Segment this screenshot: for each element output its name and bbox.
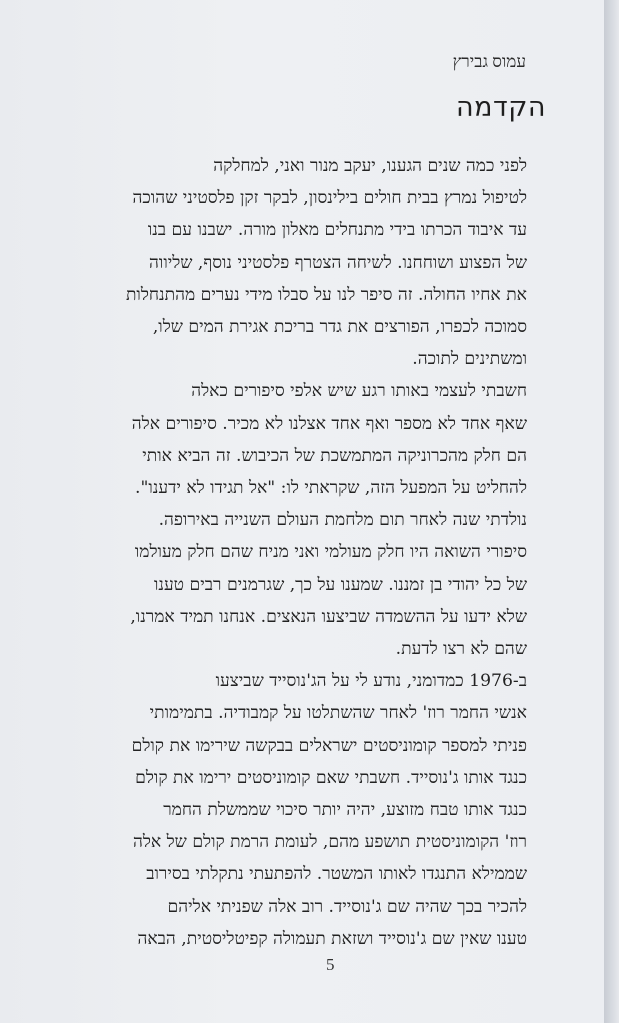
text-line: לפני כמה שנים הגענו, יעקב מנור ואני, למחלקה xyxy=(213,156,527,176)
page-number: 5 xyxy=(326,955,335,974)
text-line: רוז' הקומוניסטית תושפע מהם, לעומת הרמת קולם של אלה xyxy=(132,832,527,853)
text-line: ומשתינים לתוכה. xyxy=(412,349,527,370)
text-line: שממילא התנגדו לאותו המשטר. להפתעתי נתקלתי בסירוב xyxy=(146,864,527,885)
text-line: חשבתי לעצמי באותו רגע שיש אלפי סיפורים כאלה xyxy=(191,381,527,402)
text-line: כנגד אותו טבח מזוצע, יהיה יותר סיכוי שממשלת החמר xyxy=(163,800,527,821)
text-line: הם חלק מהכרוניקה המתמשכת של הכיבוש. זה הביא אותי xyxy=(142,445,527,466)
running-header: עמוס גבירץ xyxy=(452,52,526,71)
chapter-title: הקדמה xyxy=(455,92,546,123)
text-line: של כל יהודי בן זמננו. שמענו על כך, שגרמנים רבים טענו xyxy=(153,574,527,595)
text-line: שהם לא רצו לדעת. xyxy=(395,639,527,660)
text-line: פניתי למספר קומוניסטים ישראלים בבקשה שירימו את קולם xyxy=(131,735,527,756)
text-line: טענו שאין שם ג'נוסייד ושזאת תעמולה קפיטליסטית, הבאה xyxy=(137,928,527,949)
paragraph-1 xyxy=(39,150,549,375)
paragraph-2 xyxy=(39,375,549,665)
text-line: כנגד אותו ג'נוסייד. חשבתי שאם קומוניסטים ירימו את קולם xyxy=(135,767,527,788)
text-line: עד איבוד הכרתו בידי מתנחלים מאלון מורה. ישבנו עם בנו xyxy=(147,220,527,241)
text-line: ב-1976 כמדומני, נודע לי על הג'נוסייד שביצעו xyxy=(215,671,527,692)
text-line: שאף אחד לא מספר ואף אחד אצלנו לא מכיר. סיפורים אלה xyxy=(131,413,527,434)
body-text xyxy=(39,150,549,955)
text-line: להכיר בכך שהיה שם ג'נוסייד. רוב אלה שפניתי אליהם xyxy=(167,896,527,917)
text-line: שלא ידעו על ההשמדה שביצעו הנאצים. אנחנו תמיד אמרנו, xyxy=(130,606,527,627)
text-line: להחליט על המפעל הזה, שקראתי לו: "אל תגידו לא ידענו". xyxy=(135,478,527,499)
text-line: אנשי החמר רוז' לאחר שהשתלטו על קמבודיה. בתמימותי xyxy=(149,703,527,724)
paragraph-3 xyxy=(39,665,549,955)
text-line: נולדתי שנה לאחר תום מלחמת העולם השנייה באירופה. xyxy=(158,510,527,531)
text-line: לטיפול נמרץ בבית חולים בילינסון, לבקר זקן פלסטיני שהוכה xyxy=(132,188,527,209)
text-line: את אחיו החולה. זה סיפר לנו על סבלו מידי נערים מהתנחלות xyxy=(125,284,527,305)
text-line: סמוכה לכפרו, הפורצים את גדר בריכת אגירת המים שלו, xyxy=(152,317,527,338)
text-line: סיפורי השואה היו חלק מעולמי ואני מניח שהם חלק מעולמו xyxy=(134,542,527,563)
text-line: של הפצוע ושוחחנו. לשיחה הצטרף פלסטיני נוסף, שליווה xyxy=(149,252,527,273)
page-edge xyxy=(604,0,619,1023)
